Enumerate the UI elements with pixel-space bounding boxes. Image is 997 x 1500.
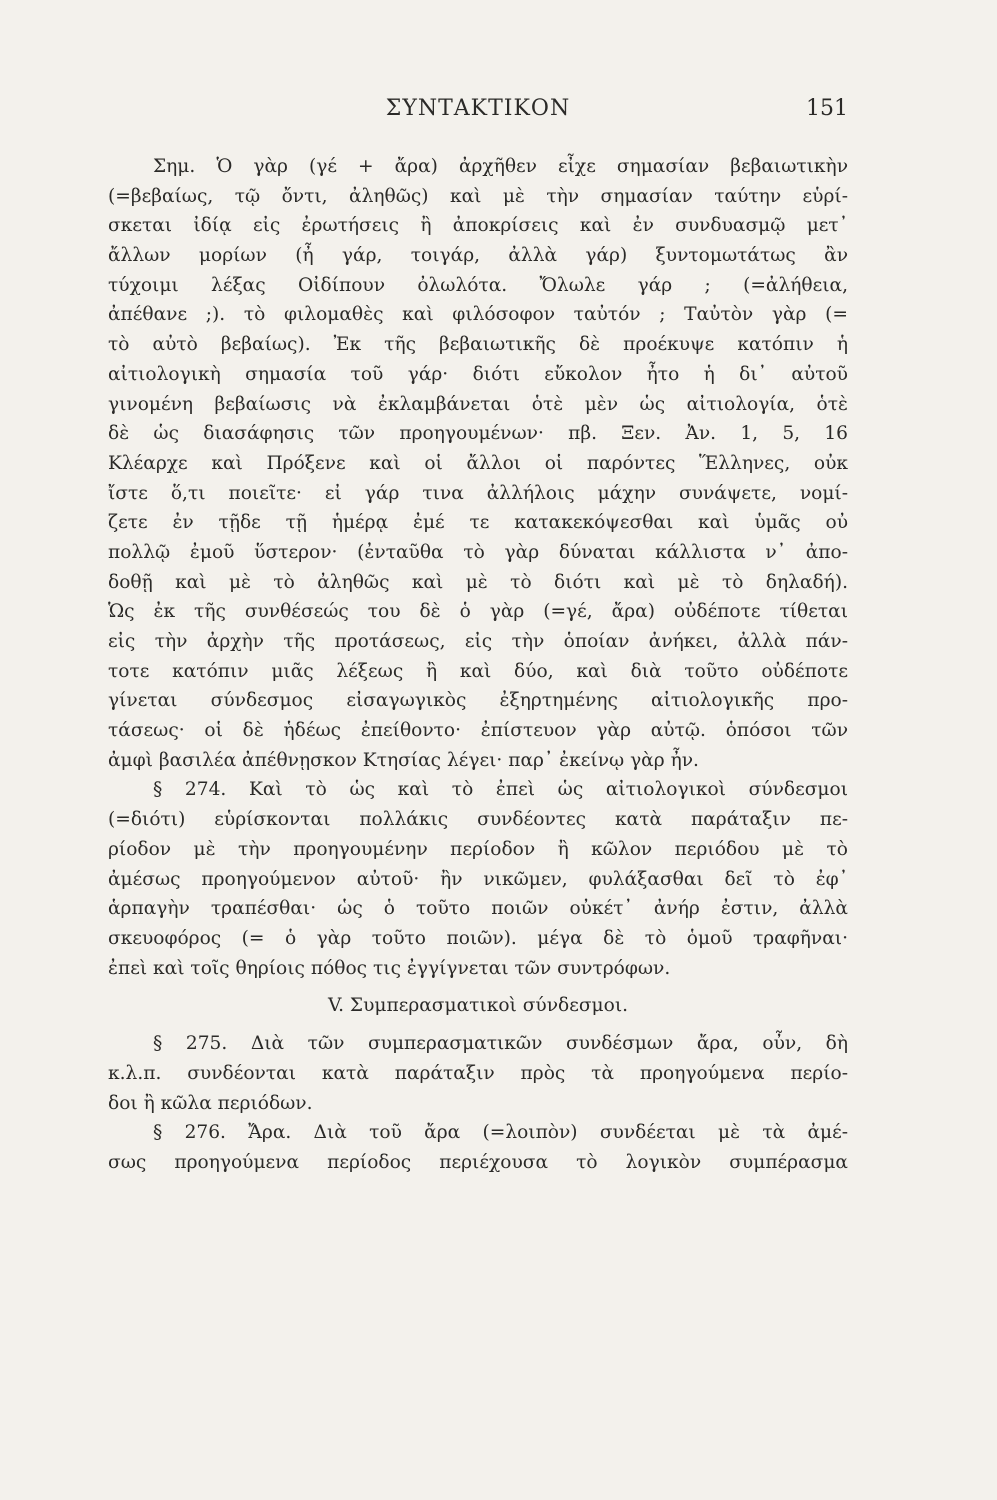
text-line: ἁρπαγὴν τραπέσθαι· ὡς ὁ τοῦτο ποιῶν οὐκέτ᾿ ἀνήρ ἐστιν, ἀλλὰ (108, 898, 848, 920)
text-line: Κλέαρχε καὶ Πρόξενε καὶ οἱ ἄλλοι οἱ παρόντες Ἕλληνες, οὐκ (108, 452, 848, 474)
text-line: § 274. Καὶ τὸ ὡς καὶ τὸ ἐπεὶ ὡς αἰτιολογικοὶ σύνδεσμοι (153, 779, 848, 801)
text-line: πολλῷ ἐμοῦ ὕστερον· (ἐνταῦθα τὸ γὰρ δύναται κάλλιστα ν᾿ ἀπο- (108, 541, 848, 563)
text-line: (=διότι) εὑρίσκονται πολλάκις συνδέοντες κατὰ παράταξιν πε- (108, 809, 848, 831)
text-line: τοτε κατόπιν μιᾶς λέξεως ἢ καὶ δύο, καὶ διὰ τοῦτο οὐδέποτε (108, 660, 848, 682)
text-line: γίνεται σύνδεσμος εἰσαγωγικὸς ἐξηρτημένης αἰτιολογικῆς προ- (108, 690, 848, 712)
text-line: δοι ἢ κῶλα περιόδων. (108, 1092, 313, 1114)
text-line: δοθῇ καὶ μὲ τὸ ἀληθῶς καὶ μὲ τὸ διότι καὶ μὲ τὸ δηλαδή). (108, 571, 848, 593)
text-line: τύχοιμι λέξας Οἰδίπουν ὀλωλότα. Ὄλωλε γάρ ; (=ἀλήθεια, (108, 274, 848, 296)
text-line: σκεται ἰδίᾳ εἰς ἐρωτήσεις ἢ ἀποκρίσεις καὶ ἐν συνδυασμῷ μετ᾿ (108, 215, 848, 237)
text-line: κ.λ.π. συνδέονται κατὰ παράταξιν πρὸς τὰ προηγούμενα περίο- (108, 1062, 848, 1084)
text-line: (=βεβαίως, τῷ ὄντι, ἀληθῶς) καὶ μὲ τὴν σημασίαν ταύτην εὑρί- (108, 185, 848, 207)
text-line: σως προηγούμενα περίοδος περιέχουσα τὸ λογικὸν συμπέρασμα (108, 1152, 848, 1173)
text-line: ἄλλων μορίων (ἦ γάρ, τοιγάρ, ἀλλὰ γάρ) ξυντομωτάτως ἂν (108, 245, 848, 267)
text-line: ζετε ἐν τῇδε τῇ ἡμέρᾳ ἐμέ τε κατακεκόψεσθαι καὶ ὑμᾶς οὐ (108, 512, 848, 534)
text-line: ἐπεὶ καὶ τοῖς θηρίοις πόθος τις ἐγγίγνεται τῶν συντρόφων. (108, 957, 671, 979)
text-line: δὲ ὡς διασάφησις τῶν προηγουμένων· πβ. Ξεν. Ἀν. 1, 5, 16 (108, 423, 848, 445)
text-line: εἰς τὴν ἀρχὴν τῆς προτάσεως, εἰς τὴν ὁποίαν ἀνήκει, ἀλλὰ πάν- (108, 631, 848, 652)
text-line: § 275. Διὰ τῶν συμπερασματικῶν συνδέσμων ἄρα, οὖν, δὴ (153, 1033, 848, 1055)
text-line: Σημ. Ὁ γὰρ (γέ + ἄρα) ἀρχῆθεν εἶχε σημασίαν βεβαιωτικὴν (153, 156, 848, 177)
body-text (108, 152, 848, 1178)
text-line: ἀμφὶ βασιλέα ἀπέθνῃσκον Κτησίας λέγει· παρ᾿ ἐκείνῳ γὰρ ἦν. (108, 749, 699, 771)
text-line: τὸ αὐτὸ βεβαίως). Ἐκ τῆς βεβαιωτικῆς δὲ προέκυψε κατόπιν ἡ (108, 334, 848, 356)
text-line: ρίοδον μὲ τὴν προηγουμένην περίοδον ἢ κῶλον περιόδου μὲ τὸ (108, 838, 848, 860)
text-line: αἰτιολογικὴ σημασία τοῦ γάρ· διότι εὔκολον ἦτο ἡ δι᾿ αὐτοῦ (108, 363, 848, 385)
section-heading: V. Συμπερασματικοὶ σύνδεσμοι. (327, 995, 629, 1017)
page-header (108, 96, 848, 136)
text-line: γινομένη βεβαίωσις νὰ ἐκλαμβάνεται ὁτὲ μὲν ὡς αἰτιολογία, ὁτὲ (108, 393, 848, 415)
text-line: ἀμέσως προηγούμενον αὐτοῦ· ἢν νικῶμεν, φυλάξασθαι δεῖ τὸ ἐφ᾿ (108, 868, 848, 890)
text-line: § 276. Ἄρα. Διὰ τοῦ ἄρα (=λοιπὸν) συνδέεται μὲ τὰ ἀμέ- (153, 1122, 848, 1144)
text-line: τάσεως· οἱ δὲ ἡδέως ἐπείθοντο· ἐπίστευον γὰρ αὐτῷ. ὁπόσοι τῶν (108, 720, 848, 742)
text-line: ἀπέθανε ;). τὸ φιλομαθὲς καὶ φιλόσοφον ταὐτόν ; Ταὐτὸν γὰρ (= (108, 304, 848, 326)
text-line: σκευοφόρος (= ὁ γὰρ τοῦτο ποιῶν). μέγα δὲ τὸ ὁμοῦ τραφῆναι· (108, 927, 848, 949)
page-number: 151 (806, 96, 848, 121)
running-title: ΣΥΝΤΑΚΤΙΚΟΝ (385, 96, 571, 121)
text-line: ἴστε ὅ,τι ποιεῖτε· εἰ γάρ τινα ἀλλήλοις μάχην συνάψετε, νομί- (108, 482, 848, 504)
text-line: Ὡς ἐκ τῆς συνθέσεώς του δὲ ὁ γὰρ (=γέ, ἄρα) οὐδέποτε τίθεται (108, 601, 848, 623)
